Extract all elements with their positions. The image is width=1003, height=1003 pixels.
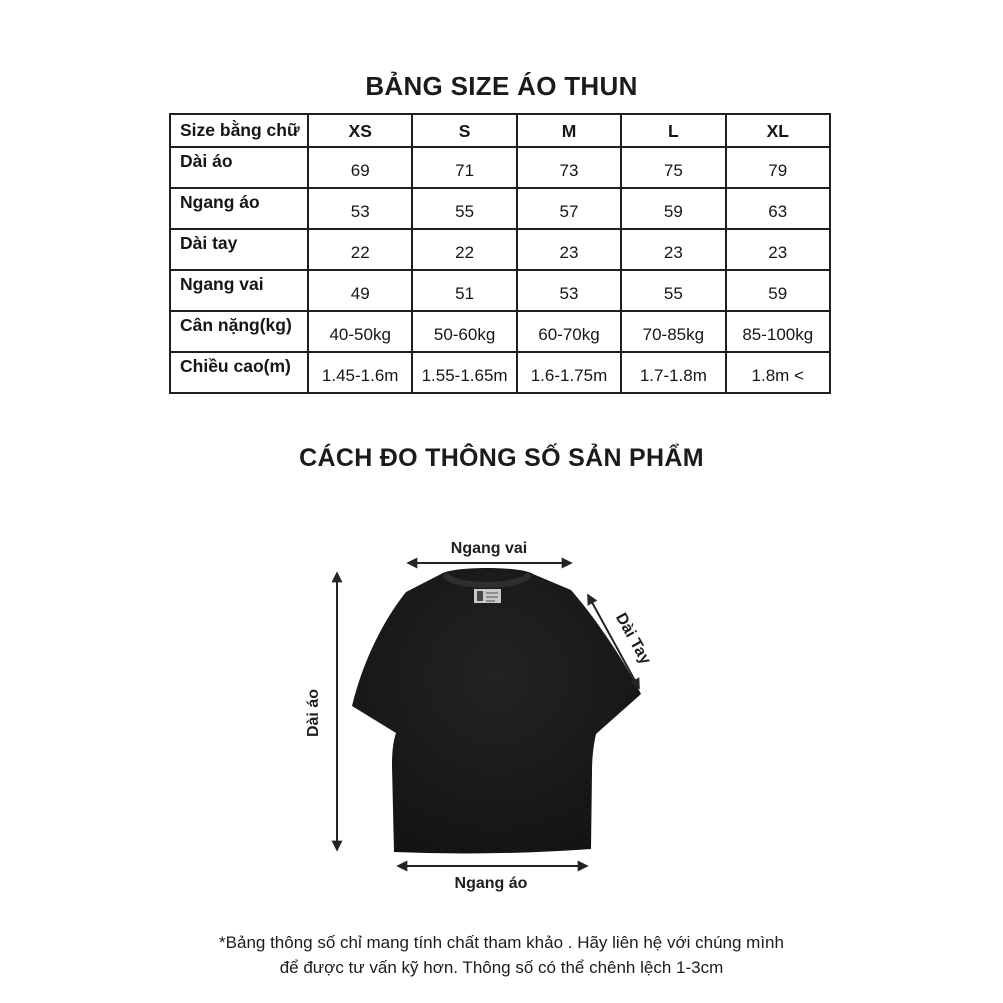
- size-value: 40-50kg: [308, 311, 412, 352]
- table-row: [170, 270, 830, 311]
- size-value: 60-70kg: [517, 311, 621, 352]
- size-value: 23: [621, 229, 725, 270]
- size-chart-table: [169, 113, 831, 394]
- size-value: 1.55-1.65m: [412, 352, 516, 393]
- size-value: 63: [726, 188, 830, 229]
- column-header-s: S: [412, 114, 516, 147]
- size-value: 57: [517, 188, 621, 229]
- size-value: 73: [517, 147, 621, 188]
- size-value: 1.45-1.6m: [308, 352, 412, 393]
- size-value: 22: [412, 229, 516, 270]
- table-row: [170, 147, 830, 188]
- table-row: [170, 352, 830, 393]
- row-label: Cân nặng(kg): [170, 311, 308, 352]
- neck-tag: [474, 589, 501, 603]
- table-row: [170, 188, 830, 229]
- size-value: 51: [412, 270, 516, 311]
- shirt-length-label: Dài áo: [305, 688, 322, 738]
- column-header-xs: XS: [308, 114, 412, 147]
- footnote: [0, 930, 1003, 980]
- column-header-xl: XL: [726, 114, 830, 147]
- column-header-m: M: [517, 114, 621, 147]
- size-value: 22: [308, 229, 412, 270]
- size-value: 55: [412, 188, 516, 229]
- size-value: 71: [412, 147, 516, 188]
- footnote-line-1: *Bảng thông số chỉ mang tính chất tham khảo . Hãy liên hệ với chúng mình: [219, 933, 784, 952]
- sleeve-length-label: Dài Tay: [611, 610, 654, 668]
- shoulder-width-label: Ngang vai: [450, 540, 528, 557]
- table-row: [170, 229, 830, 270]
- size-value: 1.8m <: [726, 352, 830, 393]
- size-value: 69: [308, 147, 412, 188]
- size-value: 1.6-1.75m: [517, 352, 621, 393]
- row-label: Ngang áo: [170, 188, 308, 229]
- table-row: [170, 311, 830, 352]
- row-label: Ngang vai: [170, 270, 308, 311]
- row-label: Dài áo: [170, 147, 308, 188]
- size-value: 49: [308, 270, 412, 311]
- size-value: 59: [621, 188, 725, 229]
- size-value: 55: [621, 270, 725, 311]
- row-label: Chiều cao(m): [170, 352, 308, 393]
- size-value: 23: [517, 229, 621, 270]
- size-value: 53: [308, 188, 412, 229]
- measurement-title: CÁCH ĐO THÔNG SỐ SẢN PHẨM: [299, 444, 704, 472]
- size-value: 23: [726, 229, 830, 270]
- corner-header: Size bằng chữ: [170, 114, 308, 147]
- size-chart-title: BẢNG SIZE ÁO THUN: [365, 71, 638, 101]
- footnote-line-2: để được tư vấn kỹ hơn. Thông số có thể chênh lệch 1-3cm: [279, 958, 724, 977]
- size-value: 53: [517, 270, 621, 311]
- size-value: 75: [621, 147, 725, 188]
- measurement-diagram: [280, 510, 720, 910]
- row-label: Dài tay: [170, 229, 308, 270]
- size-value: 50-60kg: [412, 311, 516, 352]
- size-value: 85-100kg: [726, 311, 830, 352]
- size-value: 59: [726, 270, 830, 311]
- chest-width-label: Ngang áo: [454, 875, 528, 892]
- header-row: [170, 114, 830, 147]
- size-value: 1.7-1.8m: [621, 352, 725, 393]
- column-header-l: L: [621, 114, 725, 147]
- size-value: 79: [726, 147, 830, 188]
- size-value: 70-85kg: [621, 311, 725, 352]
